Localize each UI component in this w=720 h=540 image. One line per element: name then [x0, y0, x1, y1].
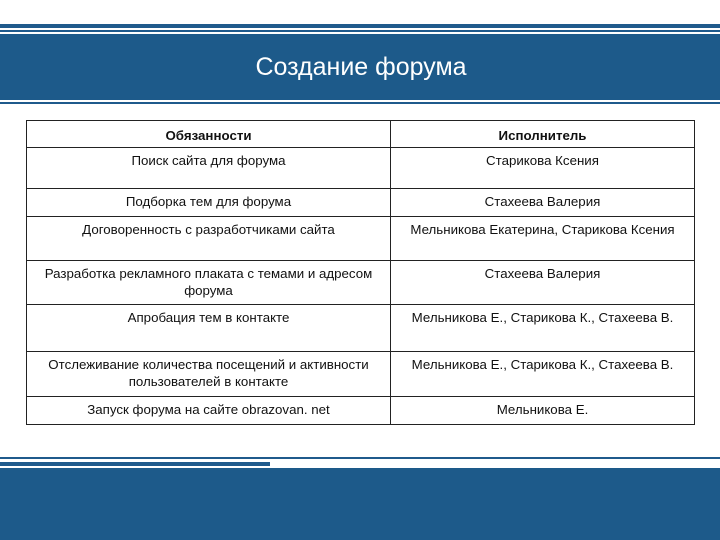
executor-cell: Мельникова Е., Старикова К., Стахеева В.	[391, 352, 695, 397]
title-band	[0, 34, 720, 100]
table-header-row	[27, 121, 695, 148]
duty-cell: Отслеживание количества посещений и активности пользователей в контакте	[27, 352, 391, 397]
header-duties: Обязанности	[27, 121, 391, 148]
table-row	[27, 189, 695, 217]
table-row	[27, 148, 695, 189]
slide-title: Создание форума	[255, 52, 467, 81]
table-row	[27, 352, 695, 397]
duty-cell: Запуск форума на сайте obrazovan. net	[27, 397, 391, 425]
executor-cell: Стахеева Валерия	[391, 189, 695, 217]
executor-cell: Мельникова Е., Старикова К., Стахеева В.	[391, 305, 695, 352]
executor-cell: Старикова Ксения	[391, 148, 695, 189]
table-row	[27, 397, 695, 425]
bottom-rule-short	[0, 462, 270, 466]
duty-cell: Поиск сайта для форума	[27, 148, 391, 189]
header-executor: Исполнитель	[391, 121, 695, 148]
executor-cell: Мельникова Екатерина, Старикова Ксения	[391, 217, 695, 261]
executor-cell: Мельникова Е.	[391, 397, 695, 425]
table-row	[27, 305, 695, 352]
duty-cell: Договоренность с разработчиками сайта	[27, 217, 391, 261]
duty-cell: Подборка тем для форума	[27, 189, 391, 217]
table-row	[27, 261, 695, 305]
title-underline	[0, 102, 720, 104]
bottom-rule	[0, 457, 720, 459]
footer-band	[0, 468, 720, 540]
executor-cell: Стахеева Валерия	[391, 261, 695, 305]
duty-cell: Апробация тем в контакте	[27, 305, 391, 352]
duties-table	[26, 120, 695, 425]
table-row	[27, 217, 695, 261]
duty-cell: Разработка рекламного плаката с темами и адресом форума	[27, 261, 391, 305]
top-rule	[0, 24, 720, 28]
top-rule-thin	[0, 30, 720, 32]
